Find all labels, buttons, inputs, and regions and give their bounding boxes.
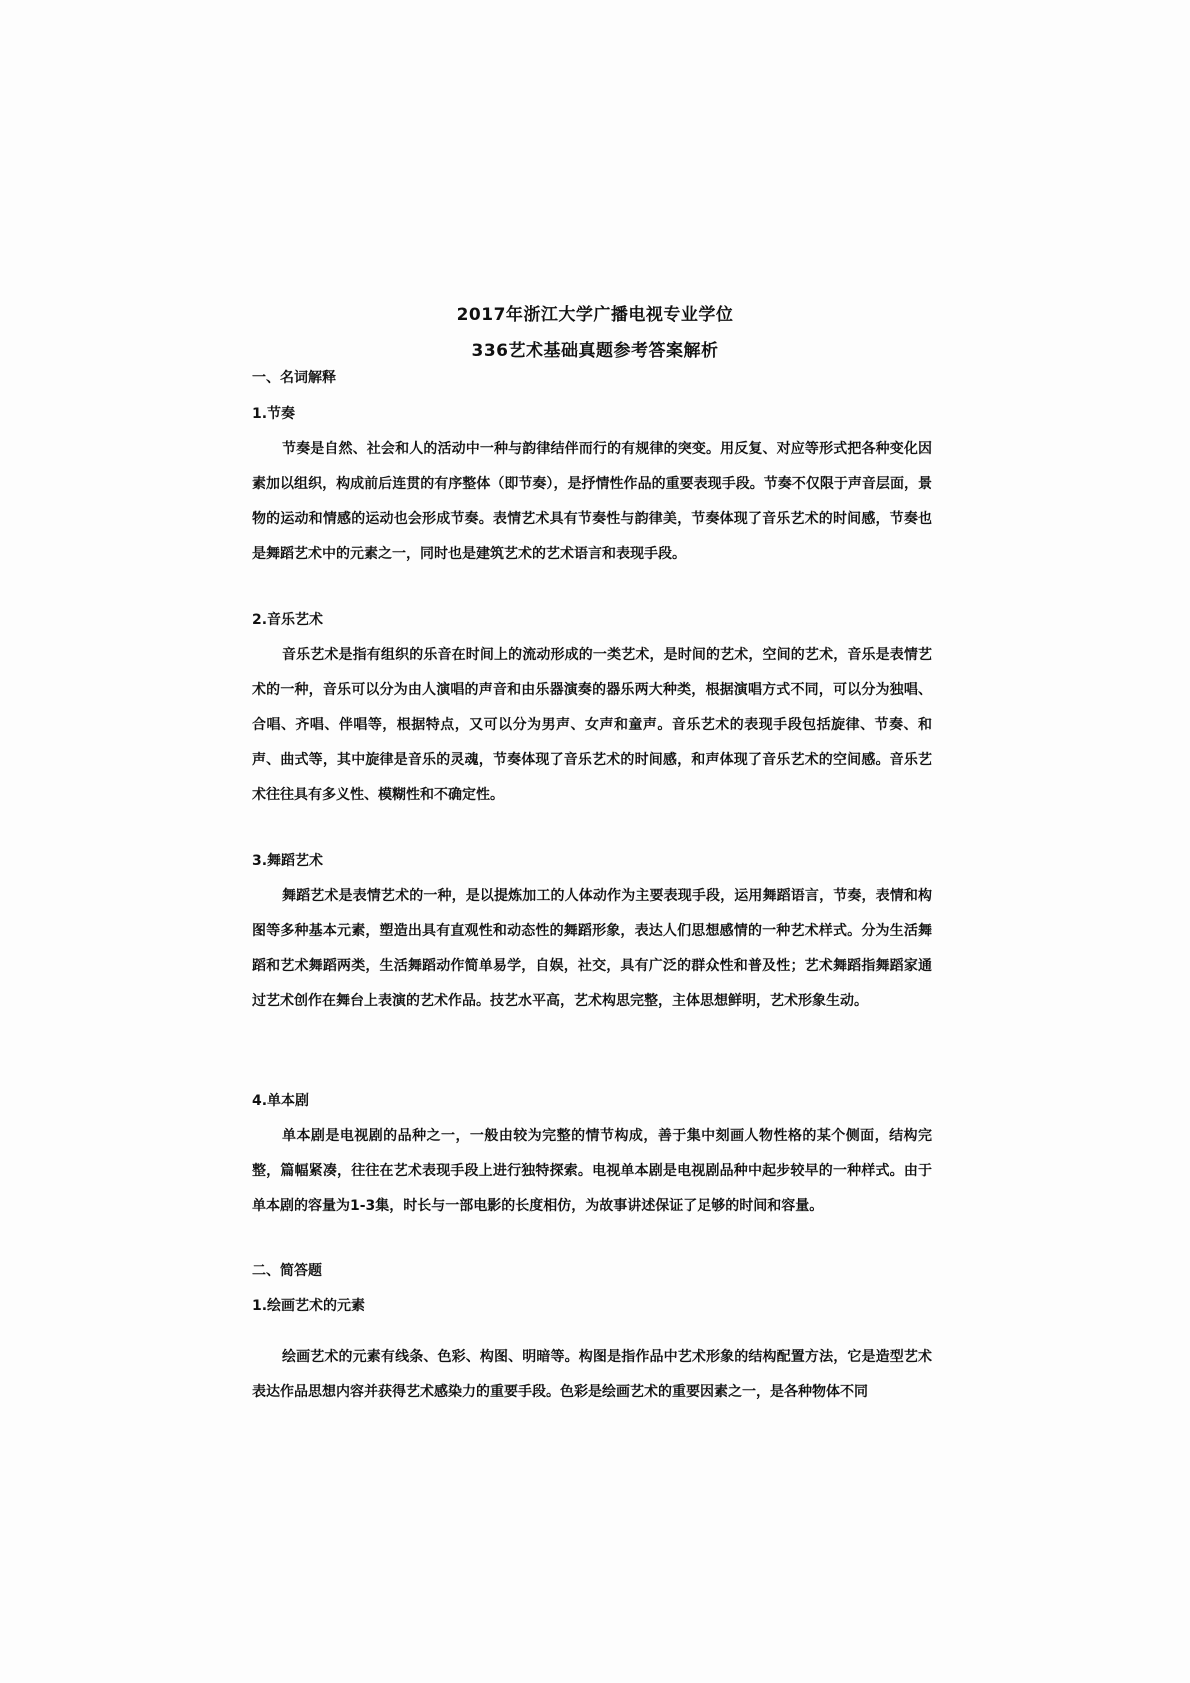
term-heading-rhythm: 1.节奏 <box>252 406 296 422</box>
term-heading-single-episode-drama: 4.单本剧 <box>252 1093 310 1109</box>
term-paragraph-dance-art: 舞蹈艺术是表情艺术的一种，是以提炼加工的人体动作为主要表现手段，运用舞蹈语言，节奏，表情和构图等多种基本元素，塑造出具有直观性和动态性的舞蹈形象，表达人们思想感情的一种艺术样式。分为生活舞蹈和艺术舞蹈两类，生活舞蹈动作简单易学，自娱，社交，具有广泛的群众性和普及性；艺术舞蹈指舞蹈家通过艺术创作在舞台上表演的艺术作品。技艺水平高，艺术构思完整，主体思想鲜明，艺术形象生动。 <box>252 888 932 1009</box>
section-heading-short-answer: 二、简答题 <box>252 1263 322 1279</box>
term-paragraph-single-episode-drama: 单本剧是电视剧的品种之一，一般由较为完整的情节构成，善于集中刻画人物性格的某个侧面，结构完整，篇幅紧凑，往往在艺术表现手段上进行独特探索。电视单本剧是电视剧品种中起步较早的一种样式。由于单本剧的容量为1-3集，时长与一部电影的长度相仿，为故事讲述保证了足够的时间和容量。 <box>252 1128 932 1214</box>
document-title-line-1: 2017年浙江大学广播电视专业学位 <box>456 305 734 325</box>
term-heading-music-art: 2.音乐艺术 <box>252 612 324 628</box>
document-title-line-2: 336艺术基础真题参考答案解析 <box>471 341 719 361</box>
term-heading-dance-art: 3.舞蹈艺术 <box>252 853 324 869</box>
section-heading-noun-explanations: 一、名词解释 <box>252 370 336 386</box>
question-heading-painting-elements: 1.绘画艺术的元素 <box>252 1298 366 1314</box>
question-paragraph-painting-elements: 绘画艺术的元素有线条、色彩、构图、明暗等。构图是指作品中艺术形象的结构配置方法，它是造型艺术表达作品思想内容并获得艺术感染力的重要手段。色彩是绘画艺术的重要因素之一，是各种物体不同 <box>252 1349 932 1400</box>
term-paragraph-rhythm: 节奏是自然、社会和人的活动中一种与韵律结伴而行的有规律的突变。用反复、对应等形式把各种变化因素加以组织，构成前后连贯的有序整体（即节奏），是抒情性作品的重要表现手段。节奏不仅限于声音层面，景物的运动和情感的运动也会形成节奏。表情艺术具有节奏性与韵律美，节奏体现了音乐艺术的时间感，节奏也是舞蹈艺术中的元素之一，同时也是建筑艺术的艺术语言和表现手段。 <box>252 441 932 562</box>
term-paragraph-music-art: 音乐艺术是指有组织的乐音在时间上的流动形成的一类艺术，是时间的艺术，空间的艺术，音乐是表情艺术的一种，音乐可以分为由人演唱的声音和由乐器演奏的器乐两大种类，根据演唱方式不同，可以分为独唱、合唱、齐唱、伴唱等，根据特点，又可以分为男声、女声和童声。音乐艺术的表现手段包括旋律、节奏、和声、曲式等，其中旋律是音乐的灵魂，节奏体现了音乐艺术的时间感，和声体现了音乐艺术的空间感。音乐艺术往往具有多义性、模糊性和不确定性。 <box>252 647 932 803</box>
